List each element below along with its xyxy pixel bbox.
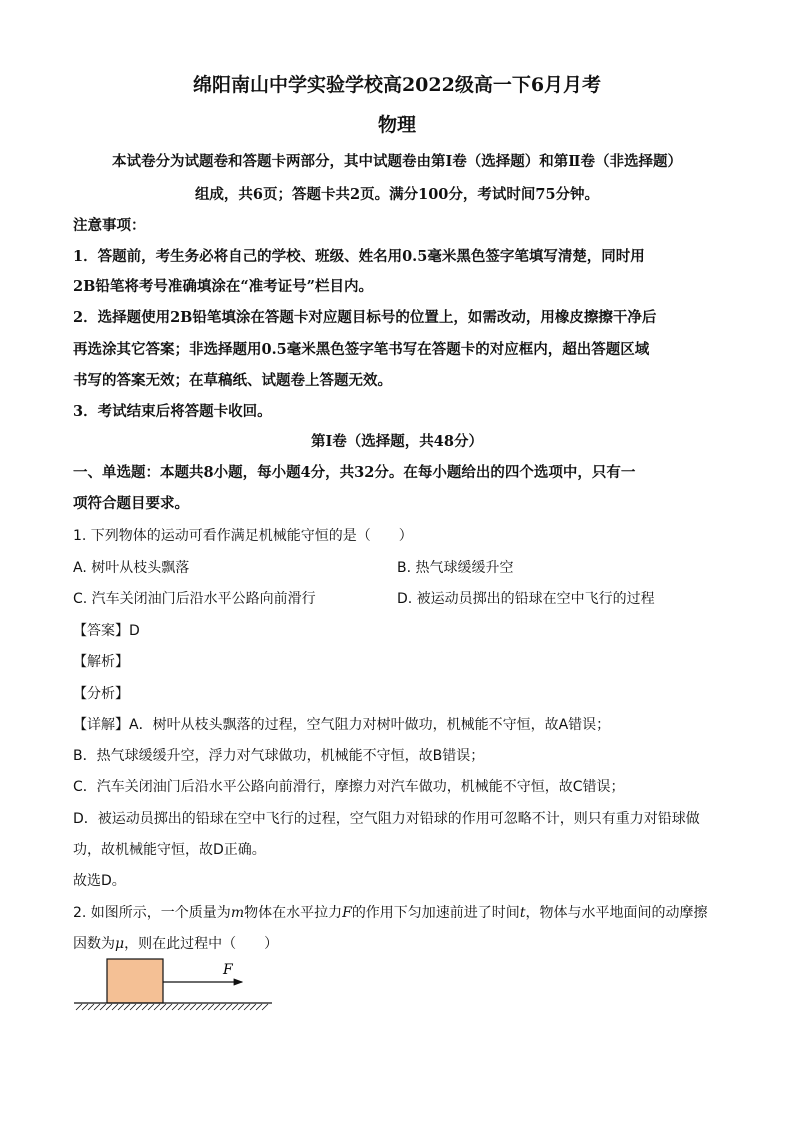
question-1-detail-2: B．热气球缓缓升空，浮力对气球做功，机械能不守恒，故B错误； (73, 748, 485, 764)
question-1-option-a: A. 树叶从枝头飘落 (73, 560, 190, 576)
question-2-stem-b: 物体在水平拉力 (244, 905, 343, 921)
variable-f: F (342, 905, 352, 921)
question-2-line2-b: ，则在此过程中（ ） (124, 936, 279, 952)
section-title: 第Ⅰ卷（选择题，共48分） (311, 433, 483, 450)
note-2b: 再选涂其它答案；非选择题用0.5毫米黑色签字笔书写在答题卡的对应框内，超出答题区域 (73, 341, 650, 358)
intro-line-2: 组成，共6页；答题卡共2页。满分100分，考试时间75分钟。 (194, 186, 600, 203)
force-label: F (223, 962, 233, 978)
block (107, 959, 163, 1003)
subject-title: 物理 (377, 114, 416, 136)
question-1-answer: 【答案】D (73, 623, 140, 639)
question-1-detail-4b: 功，故机械能守恒，故D正确。 (73, 842, 266, 858)
question-1-option-d: D. 被运动员掷出的铅球在空中飞行的过程 (397, 591, 655, 607)
question-1-option-b: B. 热气球缓缓升空 (397, 560, 514, 576)
question-1-analysis-label: 【解析】 (73, 654, 129, 670)
question-1-conclusion: 故选D。 (73, 873, 126, 889)
question-1-stem: 1. 下列物体的运动可看作满足机械能守恒的是（ ） (73, 528, 413, 544)
question-2-stem-c: 的作用下匀加速前进了时间 (351, 905, 520, 921)
question-1-fenxi-label: 【分析】 (73, 686, 129, 702)
note-1a: 1．答题前，考生务必将自己的学校、班级、姓名用0.5毫米黑色签字笔填写清楚，同时用 (73, 248, 645, 265)
variable-mu: μ (115, 936, 125, 952)
question-2-stem-line-1 (73, 902, 733, 922)
question-1-detail-4a: D．被运动员掷出的铅球在空中飞行的过程，空气阻力对铅球的作用可忽略不计，则只有重力对铅球做 (73, 811, 700, 827)
page-title: 绵阳南山中学实验学校高2022级高一下6月月考 (192, 74, 602, 96)
section-instruction-1: 一、单选题：本题共8小题，每小题4分，共32分。在每小题给出的四个选项中，只有一 (73, 464, 636, 481)
question-1-option-c: C. 汽车关闭油门后沿水平公路向前滑行 (73, 591, 316, 607)
note-3: 3．考试结束后将答题卡收回。 (73, 403, 272, 420)
ground-hatching (76, 1004, 268, 1010)
block-on-ground-figure (72, 955, 277, 1017)
variable-m: m (230, 905, 245, 921)
variable-t: t (519, 905, 526, 921)
question-1-detail-3: C．汽车关闭油门后沿水平公路向前滑行，摩擦力对汽车做功，机械能不守恒，故C错误； (73, 779, 625, 795)
question-2-line2-a: 因数为 (73, 936, 115, 952)
intro-line-1: 本试卷分为试题卷和答题卡两部分，其中试题卷由第Ⅰ卷（选择题）和第Ⅱ卷（非选择题） (112, 153, 682, 170)
question-2-stem-d: ，物体与水平地面间的动摩擦 (525, 905, 708, 921)
note-2c: 书写的答案无效；在草稿纸、试题卷上答题无效。 (73, 372, 392, 389)
question-2-stem-line-2 (73, 933, 733, 953)
section-instruction-2: 项符合题目要求。 (73, 495, 189, 512)
notes-heading: 注意事项： (73, 217, 146, 234)
note-1b: 2B铅笔将考号准确填涂在“准考证号”栏目内。 (73, 278, 374, 295)
question-2-stem-a: 2. 如图所示，一个质量为 (73, 905, 231, 921)
question-1-detail-1: 【详解】A．树叶从枝头飘落的过程，空气阻力对树叶做功，机械能不守恒，故A错误； (73, 717, 611, 733)
note-2a: 2．选择题使用2B铅笔填涂在答题卡对应题目标号的位置上，如需改动，用橡皮擦擦干净后 (73, 309, 657, 326)
